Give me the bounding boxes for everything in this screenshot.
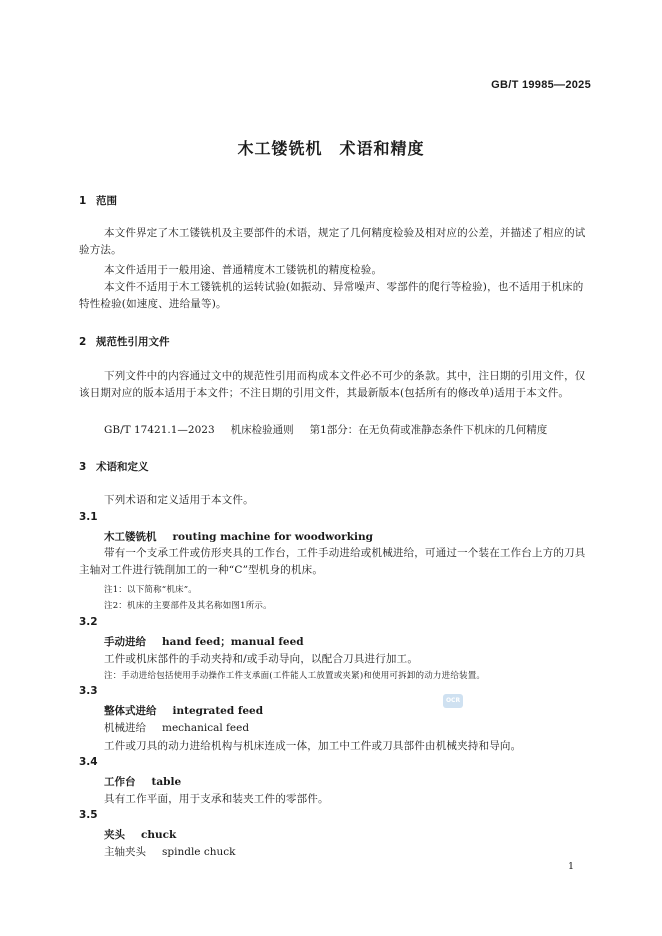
term-entry xyxy=(104,634,304,649)
term-english: chuck xyxy=(141,829,177,841)
synonym-chinese: 机械进给 xyxy=(104,722,146,734)
watermark-logo: OCR xyxy=(443,694,463,708)
section-3-intro: 下列术语和定义适用于本文件。 xyxy=(104,494,254,506)
term-note: 注1：以下简称“机床”。 xyxy=(104,585,197,595)
term-english: integrated feed xyxy=(172,705,264,717)
term-number: 3.2 xyxy=(79,616,98,628)
section-1-heading xyxy=(79,193,117,208)
term-number: 3.1 xyxy=(79,511,98,523)
section-2-heading xyxy=(79,334,170,349)
term-number: 3.3 xyxy=(79,685,98,697)
section-number: 1 xyxy=(79,195,87,207)
page-number: 1 xyxy=(567,861,574,872)
term-number: 3.4 xyxy=(79,756,98,768)
section-title: 术语和定义 xyxy=(96,461,149,473)
term-number: 3.5 xyxy=(79,809,98,821)
term-synonym xyxy=(104,720,249,735)
section-2-paragraph-1: 下列文件中的内容通过文中的规范性引用而构成本文件必不可少的条款。其中，注日期的引用文件，仅该日期对应的版本适用于本文件；不注日期的引用文件，其最新版本(包括所有的修改单)适用于本文件。 xyxy=(79,370,586,399)
term-chinese: 木工镂铣机 xyxy=(104,531,157,543)
term-definition: 工件或刀具的动力进给机构与机床连成一体，加工中工件或刀具部件由机械夹持和导向。 xyxy=(104,740,522,752)
term-entry xyxy=(104,703,263,718)
synonym-english: spindle chuck xyxy=(162,846,236,858)
reference-name: 机床检验通则 xyxy=(230,424,294,436)
section-title: 范围 xyxy=(96,195,117,207)
section-1-paragraph-1: 本文件界定了木工镂铣机及主要部件的术语，规定了几何精度检验及相对应的公差，并描述了相应的试验方法。 xyxy=(79,227,586,256)
term-note: 注2：机床的主要部件及其名称如图1所示。 xyxy=(104,601,272,611)
term-definition: 带有一个支承工件或仿形夹具的工作台，工件手动进给或机械进给，可通过一个装在工作台上方的刀具主轴对工件进行铣削加工的一种“C”型机身的机床。 xyxy=(79,547,586,576)
term-chinese: 手动进给 xyxy=(104,636,146,648)
synonym-chinese: 主轴夹头 xyxy=(104,846,146,858)
section-number: 2 xyxy=(79,336,87,348)
term-entry xyxy=(104,827,176,842)
normative-reference xyxy=(104,422,547,437)
section-1-paragraph-3: 本文件不适用于木工镂铣机的运转试验(如振动、异常噪声、零部件的爬行等检验)，也不适用于机床的特性检验(如速度、进给量等)。 xyxy=(79,281,584,310)
term-note: 注：手动进给包括使用手动操作工件支承面(工件能人工放置或夹紧)和使用可拆卸的动力进给装置。 xyxy=(104,671,486,681)
section-title: 规范性引用文件 xyxy=(96,336,170,348)
term-english: routing machine for woodworking xyxy=(172,531,373,543)
section-3-heading xyxy=(79,459,149,474)
term-chinese: 夹头 xyxy=(104,829,125,841)
term-definition: 具有工作平面，用于支承和装夹工件的零部件。 xyxy=(104,793,329,805)
term-synonym xyxy=(104,844,236,859)
term-english: hand feed；manual feed xyxy=(162,636,304,648)
term-entry xyxy=(104,774,181,789)
section-1-paragraph-2: 本文件适用于一般用途、普通精度木工镂铣机的精度检验。 xyxy=(104,264,383,276)
term-definition: 工件或机床部件的手动夹持和/或手动导向，以配合刀具进行加工。 xyxy=(104,653,419,665)
document-title: 木工镂铣机 术语和精度 xyxy=(237,139,425,158)
term-chinese: 整体式进给 xyxy=(104,705,157,717)
section-number: 3 xyxy=(79,461,87,473)
synonym-english: mechanical feed xyxy=(162,722,250,734)
term-english: table xyxy=(151,776,182,788)
reference-part: 第1部分：在无负荷或准静态条件下机床的几何精度 xyxy=(309,424,548,436)
term-chinese: 工作台 xyxy=(104,776,136,788)
reference-code: GB/T 17421.1—2023 xyxy=(104,424,215,436)
standard-number: GB/T 19985—2025 xyxy=(491,79,591,91)
term-entry xyxy=(104,529,373,544)
